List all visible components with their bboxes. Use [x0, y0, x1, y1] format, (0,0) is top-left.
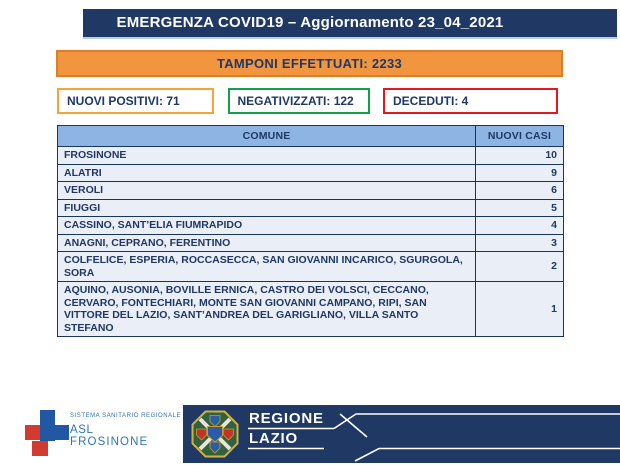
page-title: EMERGENZA COVID19 – Aggiornamento 23_04_2021	[116, 14, 504, 31]
cases-cell: 4	[476, 217, 564, 235]
comune-cell: ANAGNI, CEPRANO, FERENTINO	[58, 234, 476, 252]
table-row	[58, 252, 564, 282]
tamponi-label: TAMPONI EFFETTUATI: 2233	[216, 56, 403, 71]
title-bar	[83, 9, 617, 39]
lazio-label: LAZIO	[249, 430, 298, 447]
asl-logo-text	[70, 413, 180, 448]
cases-cell: 9	[476, 164, 564, 182]
table-row	[58, 234, 564, 252]
asl-cross-icon	[25, 410, 69, 456]
table-row	[58, 199, 564, 217]
column-header-comune: COMUNE	[58, 126, 476, 147]
cases-cell: 6	[476, 182, 564, 200]
cases-cell: 10	[476, 147, 564, 165]
regione-lazio-bar	[183, 405, 620, 463]
table-row	[58, 147, 564, 165]
stat-negativizzati	[228, 88, 370, 114]
comune-cell: ALATRI	[58, 164, 476, 182]
table-row	[58, 182, 564, 200]
asl-tagline: SISTEMA SANITARIO REGIONALE	[70, 413, 182, 419]
stat-nuovi-positivi	[57, 88, 214, 114]
footer	[0, 405, 620, 463]
tamponi-banner	[56, 50, 563, 77]
asl-name: ASL	[70, 424, 94, 436]
cases-cell: 5	[476, 199, 564, 217]
stat-deceduti-label: DECEDUTI: 4	[393, 94, 469, 108]
table-row	[58, 164, 564, 182]
stats-row	[57, 88, 558, 114]
regione-label: REGIONE	[249, 410, 324, 427]
comune-cell: FROSINONE	[58, 147, 476, 165]
table-row	[58, 282, 564, 337]
stat-nuovi-positivi-label: NUOVI POSITIVI: 71	[67, 94, 180, 108]
comune-cell: AQUINO, AUSONIA, BOVILLE ERNICA, CASTRO DEI VOLSCI, CECCANO, CERVARO, FONTECHIARI, MONTE SAN GIOVANNI CAMPANO, RIPI, SAN VITTORE DEL LAZIO, SANT’ANDREA DEL GARIGLIANO, VILLA SANTO STEFANO	[58, 282, 476, 337]
cases-cell: 1	[476, 282, 564, 337]
asl-city: FROSINONE	[70, 436, 149, 448]
stat-deceduti	[383, 88, 558, 114]
table-row	[58, 217, 564, 235]
cases-cell: 3	[476, 234, 564, 252]
comune-cell: FIUGGI	[58, 199, 476, 217]
stat-negativizzati-label: NEGATIVIZZATI: 122	[237, 94, 354, 108]
table-header-row	[58, 126, 564, 147]
column-header-nuovi-casi: NUOVI CASI	[476, 126, 564, 147]
comune-cell: CASSINO, SANT’ELIA FIUMRAPIDO	[58, 217, 476, 235]
cases-cell: 2	[476, 252, 564, 282]
asl-frosinone-logo	[25, 407, 182, 461]
comune-cell: COLFELICE, ESPERIA, ROCCASECCA, SAN GIOVANNI INCARICO, SGURGOLA, SORA	[58, 252, 476, 282]
cases-table	[57, 125, 564, 337]
comune-cell: VEROLI	[58, 182, 476, 200]
